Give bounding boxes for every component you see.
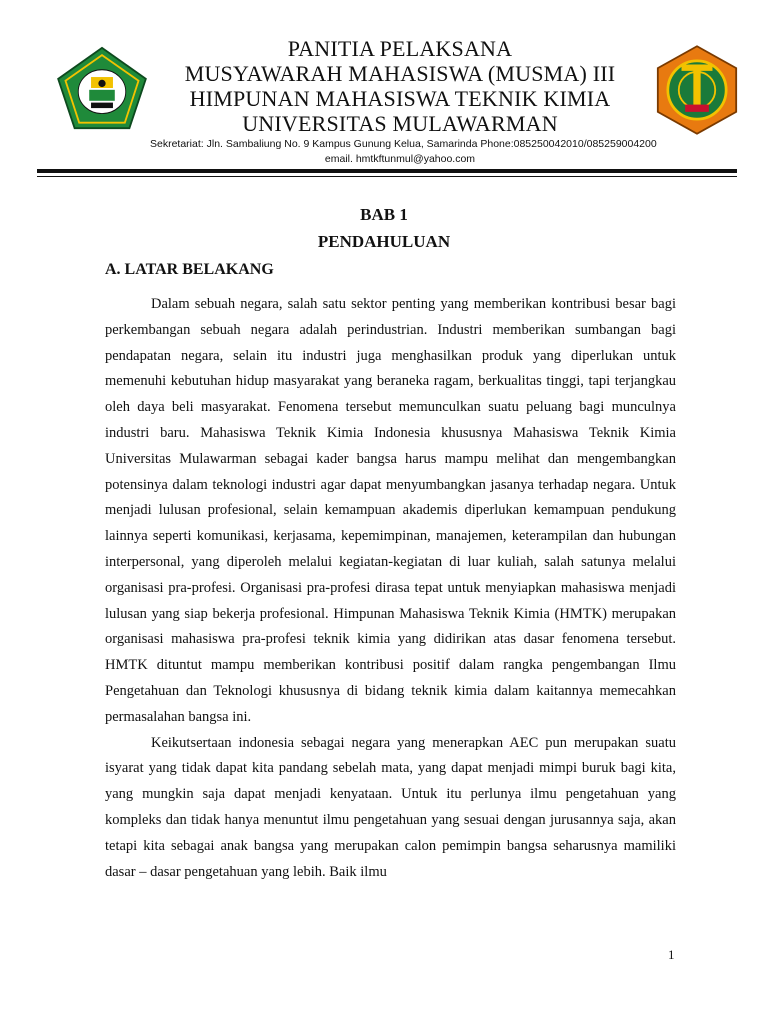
chapter-heading <box>0 201 768 255</box>
letterhead-divider-thin <box>37 176 737 177</box>
university-logo <box>56 46 148 130</box>
contact-email: email. hmtkftunmul@yahoo.com <box>324 153 476 165</box>
body-text <box>105 292 676 885</box>
page-number: 1 <box>668 947 675 962</box>
chapter-number: BAB 1 <box>360 205 408 224</box>
secretariat-address: Sekretariat: Jln. Sambaliung No. 9 Kampus Gunung Kelua, Samarinda Phone:085250042010/085259004200 <box>150 138 657 150</box>
letterhead-divider-thick <box>37 169 737 173</box>
section-heading: A. LATAR BELAKANG <box>105 261 274 278</box>
hmtk-logo <box>656 44 738 136</box>
event-title: MUSYAWARAH MAHASISWA (MUSMA) III <box>184 61 616 86</box>
university-title: UNIVERSITAS MULAWARMAN <box>242 111 558 136</box>
paragraph-2: Keikutsertaan indonesia sebagai negara yang menerapkan AEC pun merupakan suatu isyarat yang tidak dapat kita pandang sebelah mata, yang dapat menjadi mimpi buruk bagi kita, yang mungkin saja dapat menjadi kenyataan. Untuk itu perlunya ilmu pengetahuan yang kompleks dan tidak hanya menuntut ilmu pengetahuan yang sesuai dengan jurusannya saja, akan tetapi kita sebagai anak bangsa yang merupakan calon pemimpin bangsa seharusnya mamiliki dasar – dasar pengetahuan yang lebih. Baik ilmu <box>105 734 676 880</box>
paragraph-1: Dalam sebuah negara, salah satu sektor penting yang memberikan kontribusi besar bagi perkembangan sebuah negara adalah perindustrian. Industri memberikan sumbangan bagi pendapatan negara, selain itu industri juga menghasilkan produk yang diperlukan untuk memenuhi kebutuhan hidup masyarakat yang beraneka ragam, berkualitas tinggi, tapi terjangkau oleh daya beli masyarakat. Fenomena tersebut memunculkan suatu peluang bagi munculnya industri baru. Mahasiswa Teknik Kimia Indonesia khususnya Mahasiswa Teknik Kimia Universitas Mulawarman sebagai kader bangsa harus mampu melihat dan mengembangkan potensinya dalam teknologi industri agar dapat menyumbangkan jasanya terhadap negara. Untuk menjadi lulusan profesional, selain kemampuan akademis diperlukan kemampuan pendukung lainnya seperti komunikasi, kerjasama, kepemimpinan, manajemen, keterampilan dan hubungan interpersonal, yang diperoleh melalui kegiatan-kegiatan di luar kuliah, salah satunya melalui organisasi pra-profesi. Organisasi pra-profesi dirasa tepat untuk menyiapkan mahasiswa menjadi lulusan yang siap bekerja profesional. Himpunan Mahasiswa Teknik Kimia (HMTK) merupakan organisasi mahasiswa pra-profesi teknik kimia yang didirikan atas dasar fenomena tersebut. HMTK dituntut mampu memberikan kontribusi positif dalam rangka pengembangan Ilmu Pengetahuan dan Teknologi khususnya di bidang teknik kimia dalam kaitannya memecahkan permasalahan bangsa ini. <box>105 296 676 725</box>
letterhead <box>150 36 657 166</box>
chapter-title: PENDAHULUAN <box>317 232 451 251</box>
committee-title: PANITIA PELAKSANA <box>287 36 513 61</box>
organization-title: HIMPUNAN MAHASISWA TEKNIK KIMIA <box>189 86 611 111</box>
